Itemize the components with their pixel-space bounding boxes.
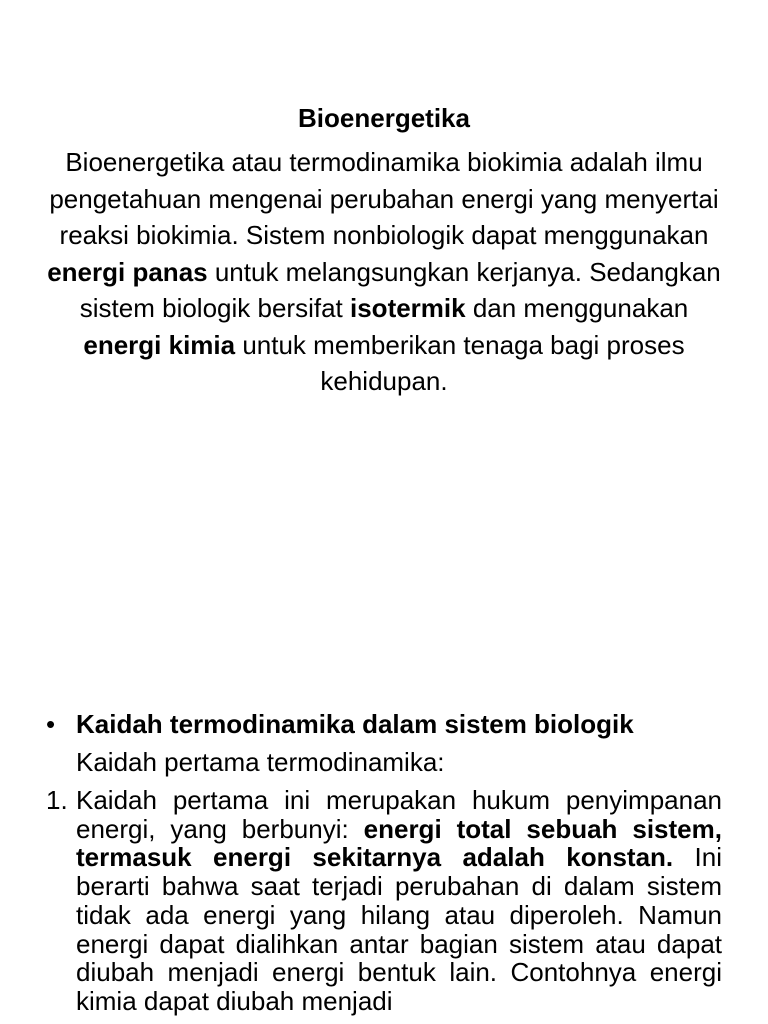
- slide-kaidah-termodinamika: [0, 512, 768, 1024]
- intro-text-1: Bioenergetika atau termodinamika biokimia adalah ilmu pengetahuan mengenai perubahan energi yang menyertai reaksi biokimia. Sistem nonbiologik dapat menggunakan: [49, 147, 719, 250]
- item-bold-statement: energi total sebuah sistem, termasuk energi sekitarnya adalah konstan.: [76, 813, 722, 873]
- bullet-dot-icon: •: [46, 709, 56, 739]
- subheading: Kaidah pertama termodinamika:: [76, 747, 445, 777]
- number-marker: 1.: [46, 785, 68, 815]
- bullet-heading: Kaidah termodinamika dalam sistem biologik: [76, 709, 634, 739]
- numbered-item-1: [46, 786, 722, 1016]
- numbered-item-body: [76, 786, 722, 1016]
- item-text-1: Kaidah pertama ini merupakan hukum penyimpanan energi, yang berbunyi:: [76, 785, 722, 844]
- intro-paragraph: [38, 144, 730, 400]
- intro-bold-energi-panas: energi panas: [47, 256, 208, 287]
- item-text-2: Ini berarti bahwa saat terjadi perubahan di dalam sistem tidak ada energi yang hilang atau diperoleh. Namun energi dapat dialihkan antar bagian sistem atau dapat diubah menjadi energi bentuk lain. Contohnya energi kimia dapat diubah menjadi: [76, 842, 722, 1016]
- slide-title: Bioenergetika: [298, 103, 470, 133]
- intro-text-3: dan menggunakan: [465, 293, 689, 323]
- intro-text-4: untuk memberikan tenaga bagi proses kehidupan.: [235, 329, 685, 396]
- intro-text-2: untuk melangsungkan kerjanya. Sedangkan sistem biologik bersifat: [79, 256, 721, 323]
- intro-bold-energi-kimia: energi kimia: [83, 329, 236, 360]
- intro-bold-isotermik: isotermik: [350, 293, 466, 323]
